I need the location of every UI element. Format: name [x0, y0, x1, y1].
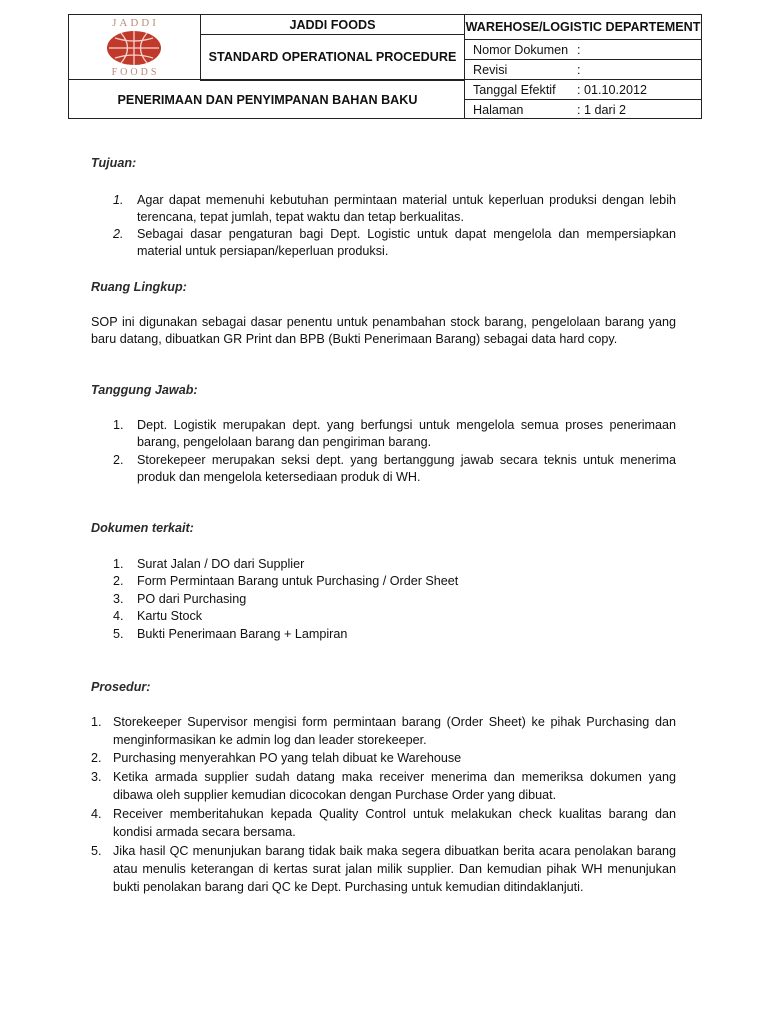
- list-number: 2.: [113, 453, 124, 467]
- list-item-line: barang, pengelolaan barang dan pengiriman barang.: [137, 435, 432, 449]
- list-number: 5.: [91, 844, 102, 858]
- field-row: [464, 99, 702, 119]
- document-header: [68, 14, 702, 119]
- list-item-line: dibawa oleh supplier kemudian dicocokan dengan Purchase Order yang dibuat.: [113, 788, 557, 802]
- list-item-line: kondisi armada secara bersama.: [113, 825, 296, 839]
- list-item: PO dari Purchasing: [137, 592, 247, 606]
- list-number: 2.: [113, 227, 124, 241]
- logo-bottom-text: FOODS: [111, 67, 160, 78]
- list-item-line: Dept. Logistik merupakan dept. yang berfungsi untuk mengelola semua proses penerimaan: [137, 418, 676, 432]
- list-number: 4.: [91, 807, 102, 821]
- list-item-line: Storekeeper Supervisor mengisi form permintaan barang (Order Sheet) ke pihak Purchasing dan: [113, 715, 676, 729]
- department-cell: [464, 14, 702, 40]
- globe-logo-icon: [103, 29, 165, 67]
- list-number: 1.: [113, 557, 124, 571]
- list-item: Surat Jalan / DO dari Supplier: [137, 557, 305, 571]
- list-item-line: terencana, tepat jumlah, tepat waktu dan tetap berkualitas.: [137, 210, 464, 224]
- list-number: 1.: [91, 715, 102, 729]
- doc-type: STANDARD OPERATIONAL PROCEDURE: [208, 50, 457, 64]
- list-item-line: produk dan mengelola ketersediaan produk di WH.: [137, 470, 421, 484]
- list-number: 2.: [113, 574, 124, 588]
- paragraph-line: baru datang, dibuatkan GR Print dan BPB (Bukti Penerimaan Barang) sebagai data hard copy.: [91, 332, 618, 346]
- field-label: Tanggal Efektif: [473, 83, 556, 97]
- list-item-line: Agar dapat memenuhi kebutuhan permintaan material untuk keperluan produksi dengan lebih: [137, 193, 676, 207]
- field-row: [464, 39, 702, 60]
- document-title: PENERIMAAN DAN PENYIMPANAN BAHAN BAKU: [117, 93, 418, 107]
- field-label: Halaman: [473, 103, 524, 117]
- list-number: 3.: [113, 592, 124, 606]
- list-number: 4.: [113, 609, 124, 623]
- field-value: :: [577, 43, 581, 57]
- list-item-line: Purchasing menyerahkan PO yang telah dibuat ke Warehouse: [113, 751, 462, 765]
- list-number: 1.: [113, 193, 124, 207]
- list-item-line: Jika hasil QC menunjukan barang tidak baik maka segera dibuatkan berita acara penolakan barang: [113, 844, 676, 858]
- list-number: 2.: [91, 751, 102, 765]
- section-heading: Tujuan:: [91, 156, 137, 170]
- paragraph-line: SOP ini digunakan sebagai dasar penentu untuk penambahan stock barang, pengelolaan barang yang: [91, 315, 676, 329]
- doc-type-cell: [200, 34, 465, 81]
- section-heading: Prosedur:: [91, 680, 151, 694]
- section-heading: Ruang Lingkup:: [91, 280, 187, 294]
- list-number: 5.: [113, 627, 124, 641]
- title-cell: [68, 79, 465, 119]
- field-row: [464, 59, 702, 80]
- field-value: :: [577, 63, 581, 77]
- list-item-line: material untuk persiapan/keperluan produksi.: [137, 244, 389, 258]
- list-item-line: Ketika armada supplier sudah datang maka receiver menerima dan memeriksa dokumen yang: [113, 770, 676, 784]
- list-number: 3.: [91, 770, 102, 784]
- list-item-line: Sebagai dasar pengaturan bagi Dept. Logistic untuk dapat mengelola dan mempersiapkan: [137, 227, 676, 241]
- list-item-line: Storekepeer merupakan seksi dept. yang bertanggung jawab secara teknis untuk menerima: [137, 453, 676, 467]
- company-name: JADDI FOODS: [289, 18, 376, 32]
- company-logo: [68, 14, 201, 80]
- list-item: Bukti Penerimaan Barang + Lampiran: [137, 627, 348, 641]
- field-label: Nomor Dokumen: [473, 43, 569, 57]
- list-number: 1.: [113, 418, 124, 432]
- field-value: : 1 dari 2: [577, 103, 627, 117]
- section-heading: Tanggung Jawab:: [91, 383, 198, 397]
- list-item-line: bukti penolakan barang dari QC ke Dept. Purchasing untuk kemudian ditindaklanjuti.: [113, 880, 584, 894]
- field-label: Revisi: [473, 63, 508, 77]
- list-item: Kartu Stock: [137, 609, 203, 623]
- department-name: WAREHOSE/LOGISTIC DEPARTEMENT: [465, 20, 701, 34]
- field-value: : 01.10.2012: [577, 83, 648, 97]
- section-heading: Dokumen terkait:: [91, 521, 194, 535]
- list-item-line: Receiver memberitahukan kepada Quality Control untuk melakukan check kualitas barang dan: [113, 807, 676, 821]
- logo-top-text: JADDI: [112, 17, 159, 29]
- field-row: [464, 79, 702, 100]
- list-item-line: menginformasikan ke admin log dan leader storekeeper.: [113, 733, 427, 747]
- company-cell: [200, 14, 465, 35]
- list-item-line: atau menulis keterangan di kertas surat jalan milik supplier. Dan kemudian pihak WH menunjukan: [113, 862, 676, 876]
- list-item: Form Permintaan Barang untuk Purchasing / Order Sheet: [137, 574, 459, 588]
